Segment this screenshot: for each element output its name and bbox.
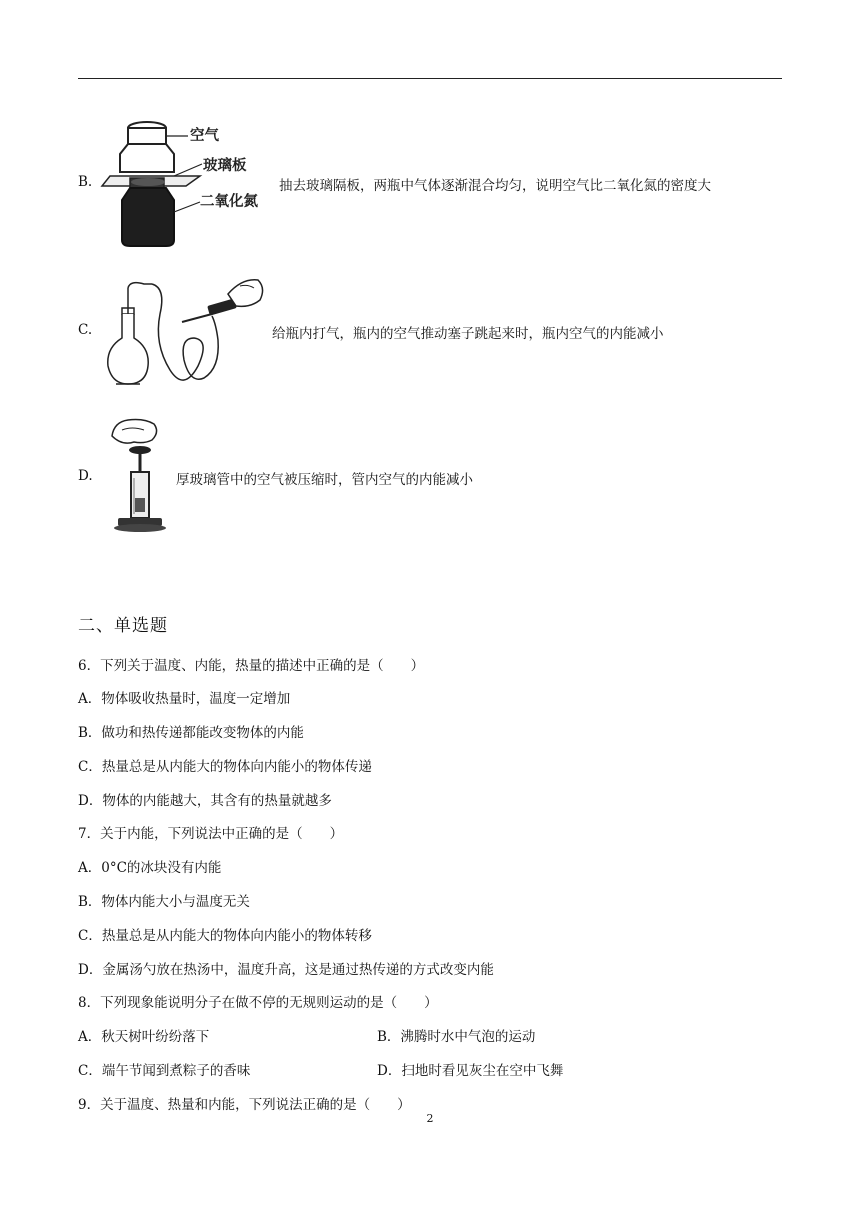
page-number: 2 — [426, 1112, 434, 1125]
section-title: 二、单选题 — [78, 616, 168, 636]
question-8-option-a: A．秋天树叶纷纷落下 — [78, 1029, 210, 1045]
question-6-option-d: D．物体的内能越大，其含有的热量就越多 — [78, 793, 332, 809]
question-6-option-a: A．物体吸收热量时，温度一定增加 — [78, 691, 291, 707]
question-9-stem: 9．关于温度、热量和内能，下列说法正确的是（ ） — [78, 1097, 411, 1113]
question-7-option-a: A．0°C的冰块没有内能 — [78, 860, 222, 876]
option-b-text: 抽去玻璃隔板，两瓶中气体逐渐混合均匀，说明空气比二氧化氮的密度大 — [279, 178, 711, 194]
question-8-option-d: D．扫地时看见灰尘在空中飞舞 — [377, 1063, 564, 1079]
question-7-option-c: C．热量总是从内能大的物体向内能小的物体转移 — [78, 928, 372, 944]
label-no2: 二氧化氮 — [200, 194, 258, 210]
option-b-letter: B. — [78, 174, 93, 190]
flask-pump-figure — [100, 274, 266, 398]
header-rule — [78, 78, 782, 79]
gas-diffusion-figure — [100, 112, 276, 252]
label-glass-plate: 玻璃板 — [203, 158, 247, 174]
option-d-letter: D. — [78, 468, 93, 484]
air-compression-figure — [104, 418, 170, 536]
question-8-option-c: C．端午节闻到煮粽子的香味 — [78, 1063, 251, 1079]
question-6-option-b: B．做功和热传递都能改变物体的内能 — [78, 725, 304, 741]
option-c-text: 给瓶内打气，瓶内的空气推动塞子跳起来时，瓶内空气的内能减小 — [272, 326, 664, 342]
label-air: 空气 — [190, 128, 219, 144]
option-c-letter: C. — [78, 322, 93, 338]
question-6-option-c: C．热量总是从内能大的物体向内能小的物体传递 — [78, 759, 372, 775]
question-7-stem: 7．关于内能，下列说法中正确的是（ ） — [78, 826, 344, 842]
question-7-option-b: B．物体内能大小与温度无关 — [78, 894, 250, 910]
option-d-text: 厚玻璃管中的空气被压缩时，管内空气的内能减小 — [176, 472, 473, 488]
question-7-option-d: D．金属汤勺放在热汤中，温度升高，这是通过热传递的方式改变内能 — [78, 962, 494, 978]
question-6-stem: 6．下列关于温度、内能，热量的描述中正确的是（ ） — [78, 658, 425, 674]
question-8-option-b: B．沸腾时水中气泡的运动 — [377, 1029, 536, 1045]
question-8-stem: 8．下列现象能说明分子在做不停的无规则运动的是（ ） — [78, 995, 438, 1011]
